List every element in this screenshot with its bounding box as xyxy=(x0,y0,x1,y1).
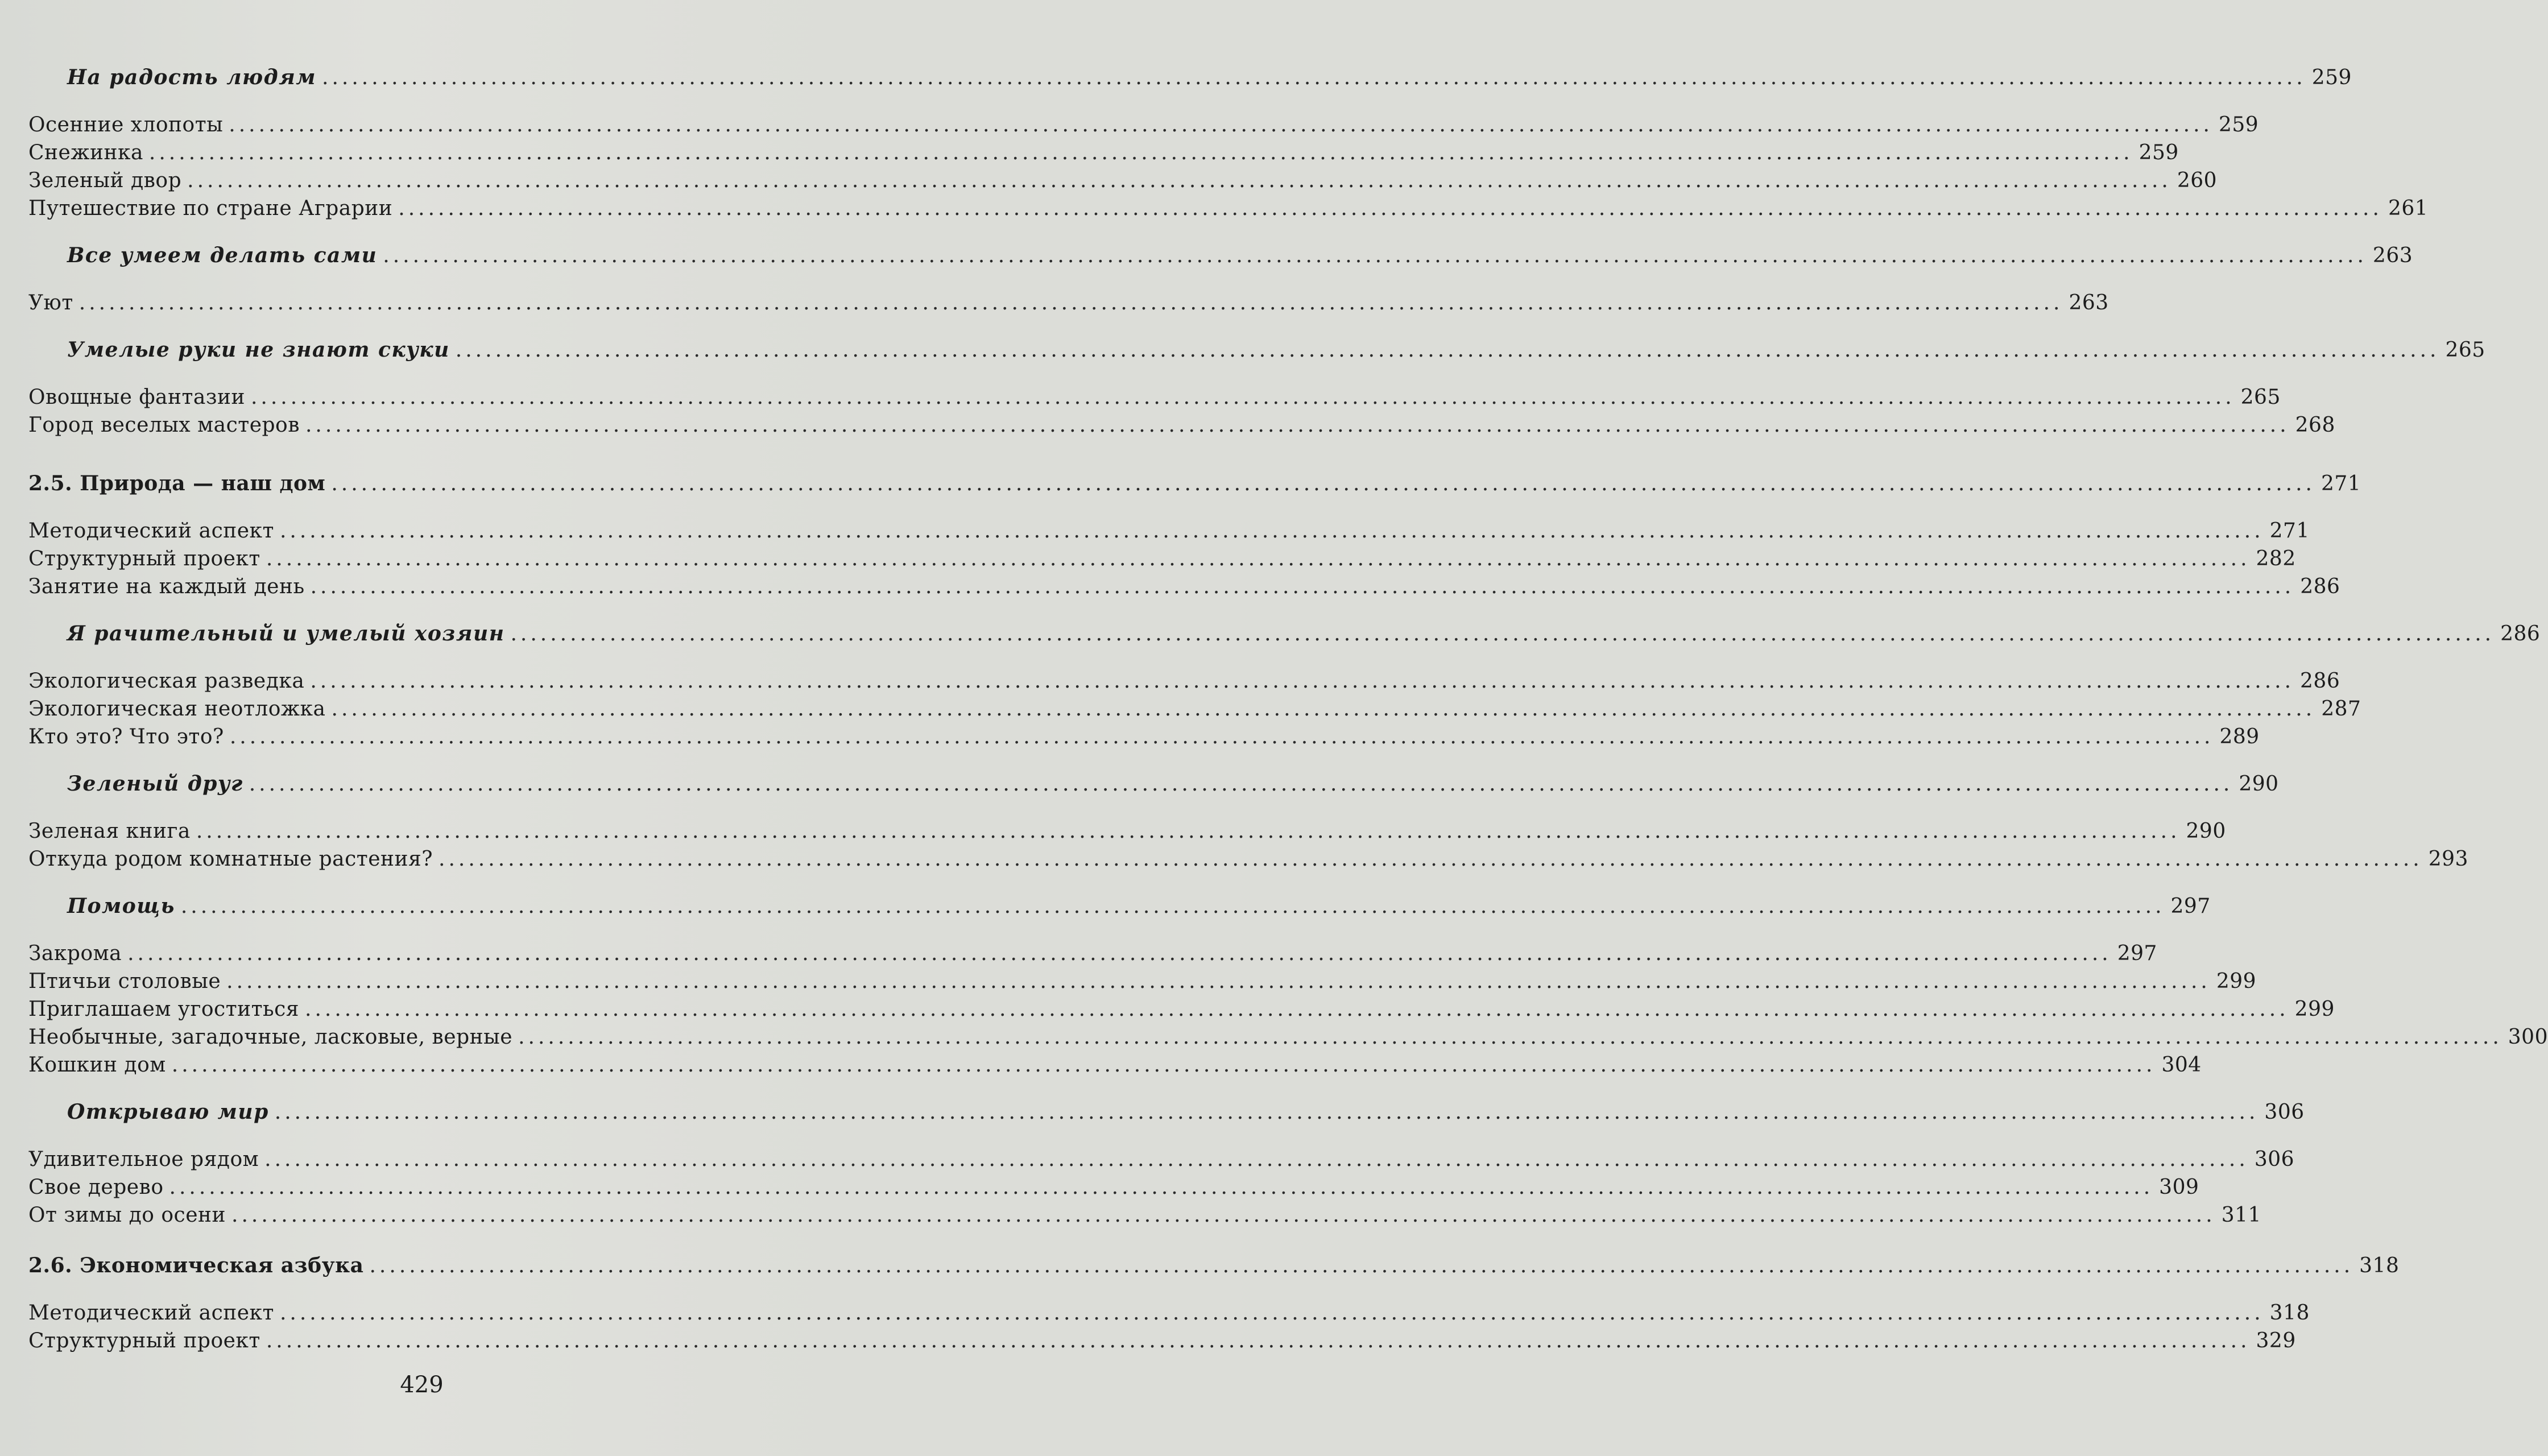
toc-title: Откуда родом комнатные растения? xyxy=(28,847,433,871)
toc-entry xyxy=(28,845,2468,873)
toc-leader-dots: ........................................................................................................................................................................................................ xyxy=(310,575,2295,598)
toc-entry xyxy=(28,723,2260,751)
toc-title: Экологическая разведка xyxy=(28,669,305,693)
toc-title: Город веселых мастеров xyxy=(28,413,300,437)
toc-spacer xyxy=(28,873,814,892)
toc-page-number: 268 xyxy=(2295,413,2335,437)
toc-leader-dots: ........................................................................................................................................................................................................ xyxy=(229,725,2214,748)
toc-leader-dots: ........................................................................................................................................................................................................ xyxy=(180,895,2165,918)
toc-section xyxy=(28,892,2211,920)
toc-title: 2.5. Природа — наш дом xyxy=(28,471,326,495)
toc-title: Зеленый двор xyxy=(28,169,182,192)
toc-leader-dots: ........................................................................................................................................................................................................ xyxy=(249,772,2233,796)
toc-entry xyxy=(28,573,2340,601)
toc-spacer xyxy=(28,1079,814,1098)
toc-page-number: 271 xyxy=(2269,519,2310,543)
toc-page-number: 318 xyxy=(2269,1301,2310,1325)
toc-page-number: 265 xyxy=(2445,338,2485,362)
toc-title: Осенние хлопоты xyxy=(28,113,224,136)
toc-title: Свое дерево xyxy=(28,1176,164,1199)
toc-leader-dots: ........................................................................................................................................................................................................ xyxy=(331,472,2315,495)
toc-spacer xyxy=(28,751,814,770)
toc-entry xyxy=(28,111,2259,139)
toc-spacer xyxy=(28,439,814,470)
toc-title: Структурный проект xyxy=(28,1329,260,1352)
toc-entry xyxy=(28,289,2109,317)
toc-entry xyxy=(28,195,2429,222)
toc-leader-dots: ........................................................................................................................................................................................................ xyxy=(369,1254,2354,1277)
toc-leader-dots: ........................................................................................................................................................................................................ xyxy=(398,197,2382,220)
toc-title: Птичьи столовые xyxy=(28,970,221,993)
toc-title: Приглашаем угоститься xyxy=(28,998,299,1021)
toc-leader-dots: ........................................................................................................................................................................................................ xyxy=(169,1176,2154,1199)
toc-leader-dots: ........................................................................................................................................................................................................ xyxy=(264,1148,2249,1171)
toc-leader-dots: ........................................................................................................................................................................................................ xyxy=(171,1053,2156,1077)
toc-title: Структурный проект xyxy=(28,547,260,570)
toc-leader-dots: ........................................................................................................................................................................................................ xyxy=(305,413,2290,437)
toc-leader-dots: ........................................................................................................................................................................................................ xyxy=(250,386,2235,409)
toc-page-number: 289 xyxy=(2219,725,2260,748)
toc-page-number: 271 xyxy=(2320,472,2361,495)
toc-page-number: 306 xyxy=(2264,1101,2305,1124)
toc-entry xyxy=(28,1051,2202,1079)
toc-spacer xyxy=(28,364,814,383)
toc-title: Я рачительный и умелый хозяин xyxy=(67,622,505,646)
toc-leader-dots: ........................................................................................................................................................................................................ xyxy=(331,697,2316,721)
toc-spacer xyxy=(28,798,814,817)
toc-leader-dots: ........................................................................................................................................................................................................ xyxy=(231,1203,2216,1227)
toc-spacer xyxy=(28,1126,814,1145)
toc-leader-dots: ........................................................................................................................................................................................................ xyxy=(322,66,2306,89)
toc-entry xyxy=(28,167,2218,195)
toc-page-number: 286 xyxy=(2300,669,2340,693)
toc-spacer xyxy=(28,601,814,620)
toc-page-number: 263 xyxy=(2069,291,2109,315)
toc-page-number: 299 xyxy=(2216,970,2257,993)
toc-leader-dots: ........................................................................................................................................................................................................ xyxy=(518,1025,2502,1049)
table-of-contents xyxy=(28,64,2548,1355)
toc-leader-dots: ........................................................................................................................................................................................................ xyxy=(510,622,2495,646)
toc-section xyxy=(28,620,2541,648)
toc-chapter xyxy=(28,1252,2400,1280)
toc-leader-dots: ........................................................................................................................................................................................................ xyxy=(229,113,2213,136)
toc-section xyxy=(28,770,2279,798)
toc-section xyxy=(28,242,2413,270)
toc-entry xyxy=(28,383,2281,411)
toc-title: 2.6. Экономическая азбука xyxy=(28,1254,364,1277)
toc-spacer xyxy=(28,317,814,336)
toc-entry xyxy=(28,545,2296,573)
toc-page-number: 286 xyxy=(2300,575,2340,598)
toc-title: Зеленая книга xyxy=(28,820,191,843)
toc-entry xyxy=(28,695,2361,723)
toc-leader-dots: ........................................................................................................................................................................................................ xyxy=(439,847,2423,871)
toc-title: Путешествие по стране Аграрии xyxy=(28,197,393,220)
toc-page-number: 259 xyxy=(2218,113,2259,136)
toc-entry xyxy=(28,1173,2199,1201)
toc-entry xyxy=(28,1327,2296,1355)
toc-page-number: 299 xyxy=(2294,998,2335,1021)
toc-entry xyxy=(28,940,2157,967)
toc-page-number: 261 xyxy=(2388,197,2429,220)
toc-page-number: 311 xyxy=(2221,1203,2261,1227)
toc-entry xyxy=(28,995,2335,1023)
toc-title: Методический аспект xyxy=(28,1301,274,1325)
toc-spacer xyxy=(28,648,814,667)
toc-leader-dots: ........................................................................................................................................................................................................ xyxy=(266,547,2251,570)
toc-leader-dots: ........................................................................................................................................................................................................ xyxy=(383,244,2367,267)
toc-page-number: 309 xyxy=(2159,1176,2199,1199)
toc-page-number: 290 xyxy=(2239,772,2279,796)
toc-page-number: 329 xyxy=(2256,1329,2296,1352)
toc-page-number: 263 xyxy=(2372,244,2413,267)
toc-entry xyxy=(28,1299,2310,1327)
toc-page-number: 297 xyxy=(2117,942,2157,965)
toc-entry xyxy=(28,967,2257,995)
toc-leader-dots: ........................................................................................................................................................................................................ xyxy=(279,519,2264,543)
toc-leader-dots: ........................................................................................................................................................................................................ xyxy=(226,970,2211,993)
toc-title: Закрома xyxy=(28,942,122,965)
toc-section xyxy=(28,336,2485,364)
toc-spacer xyxy=(28,270,814,289)
page-number: 429 xyxy=(400,1372,444,1398)
toc-page-number: 290 xyxy=(2186,820,2226,843)
toc-title: Зеленый друг xyxy=(67,772,243,796)
toc-page-number: 287 xyxy=(2321,697,2361,721)
toc-leader-dots: ........................................................................................................................................................................................................ xyxy=(310,669,2295,693)
toc-page-number: 306 xyxy=(2254,1148,2295,1171)
toc-section xyxy=(28,1098,2305,1126)
toc-title: Экологическая неотложка xyxy=(28,697,326,721)
toc-entry xyxy=(28,139,2179,167)
toc-title: Занятие на каждый день xyxy=(28,575,305,598)
toc-title: Удивительное рядом xyxy=(28,1148,259,1171)
toc-page-number: 265 xyxy=(2240,386,2281,409)
toc-spacer xyxy=(28,920,814,940)
toc-entry xyxy=(28,667,2340,695)
toc-title: Уют xyxy=(28,291,73,315)
toc-leader-dots: ........................................................................................................................................................................................................ xyxy=(127,942,2112,965)
toc-chapter xyxy=(28,470,2361,498)
toc-page-number: 300 xyxy=(2508,1025,2548,1049)
toc-title: Снежинка xyxy=(28,141,143,164)
toc-leader-dots: ........................................................................................................................................................................................................ xyxy=(148,141,2133,164)
toc-title: На радость людям xyxy=(67,65,317,89)
toc-title: Кто это? Что это? xyxy=(28,725,224,748)
toc-title: Необычные, загадочные, ласковые, верные xyxy=(28,1025,513,1049)
toc-page-number: 259 xyxy=(2138,141,2179,164)
toc-entry xyxy=(28,1023,2548,1051)
toc-entry xyxy=(28,517,2310,545)
toc-spacer xyxy=(28,1280,814,1299)
toc-page-number: 297 xyxy=(2170,895,2211,918)
toc-title: Умелые руки не знают скуки xyxy=(67,338,450,362)
toc-page-number: 286 xyxy=(2500,622,2541,646)
toc-leader-dots: ........................................................................................................................................................................................................ xyxy=(279,1301,2264,1325)
toc-title: Методический аспект xyxy=(28,519,274,543)
toc-spacer xyxy=(28,222,814,242)
toc-title: От зимы до осени xyxy=(28,1203,226,1227)
toc-spacer xyxy=(28,92,814,111)
toc-spacer xyxy=(28,498,814,517)
toc-entry xyxy=(28,1145,2295,1173)
toc-page-number: 304 xyxy=(2161,1053,2202,1077)
toc-leader-dots: ........................................................................................................................................................................................................ xyxy=(455,338,2440,362)
toc-spacer xyxy=(28,1229,814,1252)
toc-entry xyxy=(28,817,2226,845)
toc-page-number: 282 xyxy=(2256,547,2296,570)
toc-page-number: 293 xyxy=(2428,847,2468,871)
toc-leader-dots: ........................................................................................................................................................................................................ xyxy=(196,820,2181,843)
toc-leader-dots: ........................................................................................................................................................................................................ xyxy=(187,169,2171,192)
toc-page-number: 259 xyxy=(2311,66,2352,89)
toc-title: Кошкин дом xyxy=(28,1053,166,1077)
toc-title: Открываю мир xyxy=(67,1100,269,1124)
toc-title: Овощные фантазии xyxy=(28,386,245,409)
toc-title: Все умеем делать сами xyxy=(67,243,378,267)
toc-title: Помощь xyxy=(67,894,175,918)
toc-leader-dots: ........................................................................................................................................................................................................ xyxy=(305,998,2289,1021)
toc-page-number: 260 xyxy=(2177,169,2218,192)
toc-entry xyxy=(28,1201,2261,1229)
toc-section xyxy=(28,64,2352,92)
toc-leader-dots: ........................................................................................................................................................................................................ xyxy=(78,291,2063,315)
toc-entry xyxy=(28,411,2335,439)
toc-page-number: 318 xyxy=(2359,1254,2400,1277)
toc-leader-dots: ........................................................................................................................................................................................................ xyxy=(274,1101,2259,1124)
toc-leader-dots: ........................................................................................................................................................................................................ xyxy=(266,1329,2251,1352)
